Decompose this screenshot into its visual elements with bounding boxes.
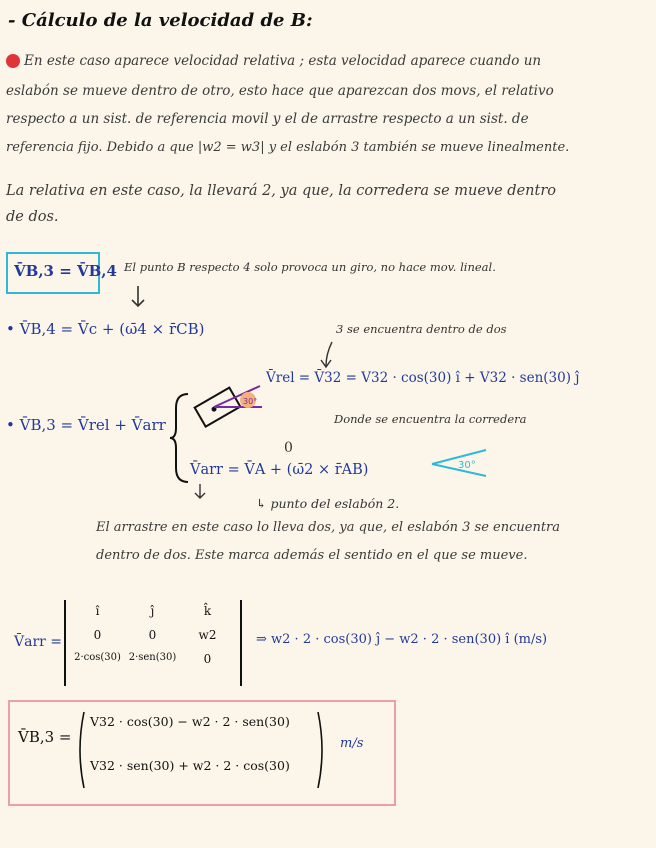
note-punto: ↳ punto del eslabón 2. bbox=[256, 496, 400, 511]
matrix-cell: ĵ bbox=[150, 604, 155, 618]
vb4-equation: • V̄B,4 = V̄c + (ω̄4 × r̄CB) bbox=[6, 320, 205, 338]
warning-marker-icon bbox=[6, 54, 20, 68]
varr-equation: V̄arr = V̄A + (ω̄2 × r̄AB) bbox=[190, 462, 369, 478]
para2-line2: de dos. bbox=[6, 209, 59, 225]
boxed-note: El punto B respecto 4 solo provoca un giro, no hace mov. lineal. bbox=[124, 260, 496, 274]
angle-sketch bbox=[428, 448, 492, 478]
matrix-grid bbox=[70, 604, 236, 666]
final-label: V̄B,3 = bbox=[18, 728, 72, 746]
matrix-bracket-right bbox=[240, 600, 242, 686]
para1-line1: En este caso aparece velocidad relativa ; esta velocidad aparece cuando un bbox=[24, 53, 542, 69]
matrix-cell: w2 bbox=[198, 628, 217, 642]
matrix-cell: 0 bbox=[93, 628, 102, 642]
para3-line2: dentro de dos. Este marca además el sentido en el que se mueve. bbox=[96, 548, 528, 563]
boxed-equation-text: V̄B,3 = V̄B,4 bbox=[14, 262, 117, 280]
para1-line4: referencia fijo. Debido a que |w2 = w3| y el eslabón 3 también se mueve linealmente. bbox=[6, 140, 570, 155]
matrix-cell: î bbox=[95, 604, 100, 618]
slider-diagram bbox=[190, 380, 270, 430]
page-title: - Cálculo de la velocidad de B: bbox=[8, 10, 313, 31]
para2-line1: La relativa en este caso, la llevará 2, ya que, la corredera se mueve dentro bbox=[6, 183, 556, 199]
matrix-cell: 2·cos(30) bbox=[74, 652, 121, 663]
arrow-down-small-icon bbox=[192, 482, 208, 502]
arrow-down-icon bbox=[128, 284, 148, 310]
curly-brace bbox=[168, 392, 192, 484]
final-row2: V32 · sen(30) + w2 · 2 · cos(30) bbox=[90, 758, 290, 773]
para1-line3: respecto a un sist. de referencia movil y el de arrastre respecto a un sist. de bbox=[6, 111, 529, 127]
vb3-equation: • V̄B,3 = V̄rel + V̄arr bbox=[6, 416, 166, 434]
matrix-cell: 0 bbox=[148, 628, 157, 642]
final-unit: m/s bbox=[340, 736, 364, 751]
note-3-inside: 3 se encuentra dentro de dos bbox=[336, 322, 507, 336]
zero-mark: 0 bbox=[284, 440, 293, 456]
final-row1: V32 · cos(30) − w2 · 2 · sen(30) bbox=[90, 714, 290, 729]
matrix-label: V̄arr = bbox=[14, 634, 63, 650]
matrix-cell: 0 bbox=[203, 652, 212, 666]
note-corredera: Donde se encuentra la corredera bbox=[334, 412, 527, 426]
angle-sketch-label: 30° bbox=[458, 460, 476, 471]
para3-line1: El arrastre en este caso lo lleva dos, ya que, el eslabón 3 se encuentra bbox=[96, 520, 561, 535]
slider-angle-label: 30° bbox=[243, 397, 258, 406]
arrow-small-icon bbox=[318, 340, 338, 370]
matrix-cell: k̂ bbox=[203, 604, 212, 618]
para1-line2: eslabón se mueve dentro de otro, esto hace que aparezcan dos movs, el relativo bbox=[6, 83, 554, 99]
matrix-cell: 2·sen(30) bbox=[128, 652, 177, 663]
matrix-bracket-left bbox=[64, 600, 66, 686]
matrix-result: ⇒ w2 · 2 · cos(30) ĵ − w2 · 2 · sen(30) î (m/s) bbox=[256, 632, 548, 647]
vrel-equation: V̄rel = V̄32 = V32 · cos(30) î + V32 · sen(30) ĵ bbox=[266, 370, 580, 386]
